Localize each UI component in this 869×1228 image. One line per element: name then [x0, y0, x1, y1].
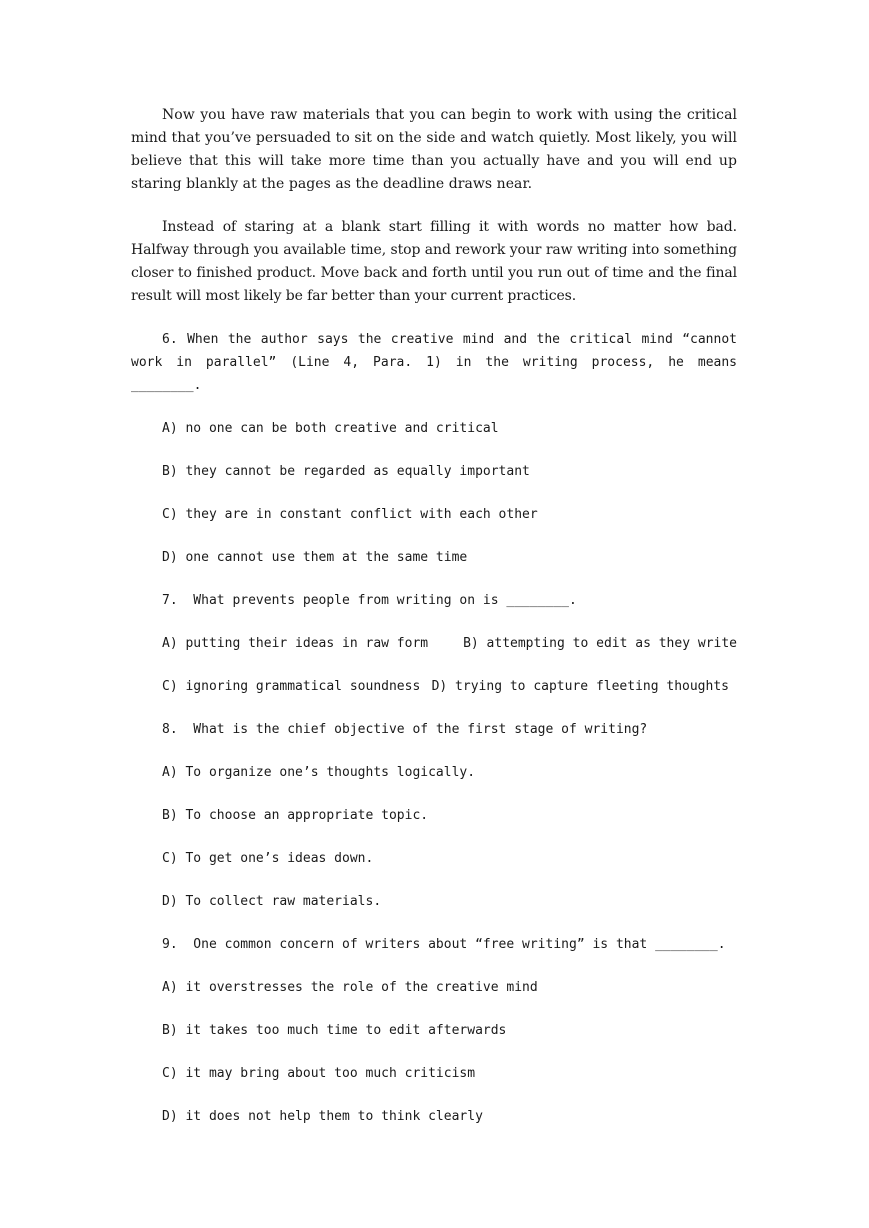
question-7-options-row-2 [162, 675, 737, 698]
question-8-stem: 8. What is the chief objective of the first stage of writing? [162, 722, 648, 737]
question-8-option-c: C) To get one’s ideas down. [162, 851, 374, 866]
question-7-option-b: B) attempting to edit as they write [463, 636, 737, 651]
question-6 [131, 328, 737, 569]
question-9-option-d: D) it does not help them to think clearly [162, 1109, 483, 1124]
question-7-option-a: A) putting their ideas in raw form [162, 636, 429, 651]
question-9-option-b: B) it takes too much time to edit afterwards [162, 1023, 507, 1038]
question-9-option-c: C) it may bring about too much criticism [162, 1066, 476, 1081]
question-7-option-c: C) ignoring grammatical soundness [162, 679, 421, 694]
document-page [131, 104, 737, 1148]
question-6-option-c: C) they are in constant conflict with each other [162, 507, 538, 522]
question-9 [131, 933, 737, 1128]
question-9-option-a: A) it overstresses the role of the creative mind [162, 980, 538, 995]
question-7-options-row-1 [162, 632, 737, 655]
question-6-option-b: B) they cannot be regarded as equally important [162, 464, 530, 479]
question-8 [131, 718, 737, 913]
passage-paragraph-2: Instead of staring at a blank start filling it with words no matter how bad. Halfway through you available time, stop and rework your raw writing into something closer to finished product. Move back and forth until you run out of time and the final result will most likely be far better than your current practices. [131, 219, 737, 304]
question-8-option-b: B) To choose an appropriate topic. [162, 808, 429, 823]
question-6-stem: 6. When the author says the creative mind and the critical mind “cannot work in parallel” (Line 4, Para. 1) in the writing process, he means ________. [131, 332, 737, 393]
question-7 [131, 589, 737, 698]
question-7-option-d: D) trying to capture fleeting thoughts [431, 679, 729, 694]
question-6-option-a: A) no one can be both creative and critical [162, 421, 499, 436]
question-9-stem: 9. One common concern of writers about “free writing” is that ________. [162, 937, 726, 952]
passage-paragraph-1: Now you have raw materials that you can begin to work with using the critical mind that you’ve persuaded to sit on the side and watch quietly. Most likely, you will believe that this will take more time than you actually have and you will end up staring blankly at the pages as the deadline draws near. [131, 107, 737, 192]
question-7-stem: 7. What prevents people from writing on is ________. [162, 593, 577, 608]
question-8-option-d: D) To collect raw materials. [162, 894, 382, 909]
question-8-option-a: A) To organize one’s thoughts logically. [162, 765, 476, 780]
question-6-option-d: D) one cannot use them at the same time [162, 550, 468, 565]
